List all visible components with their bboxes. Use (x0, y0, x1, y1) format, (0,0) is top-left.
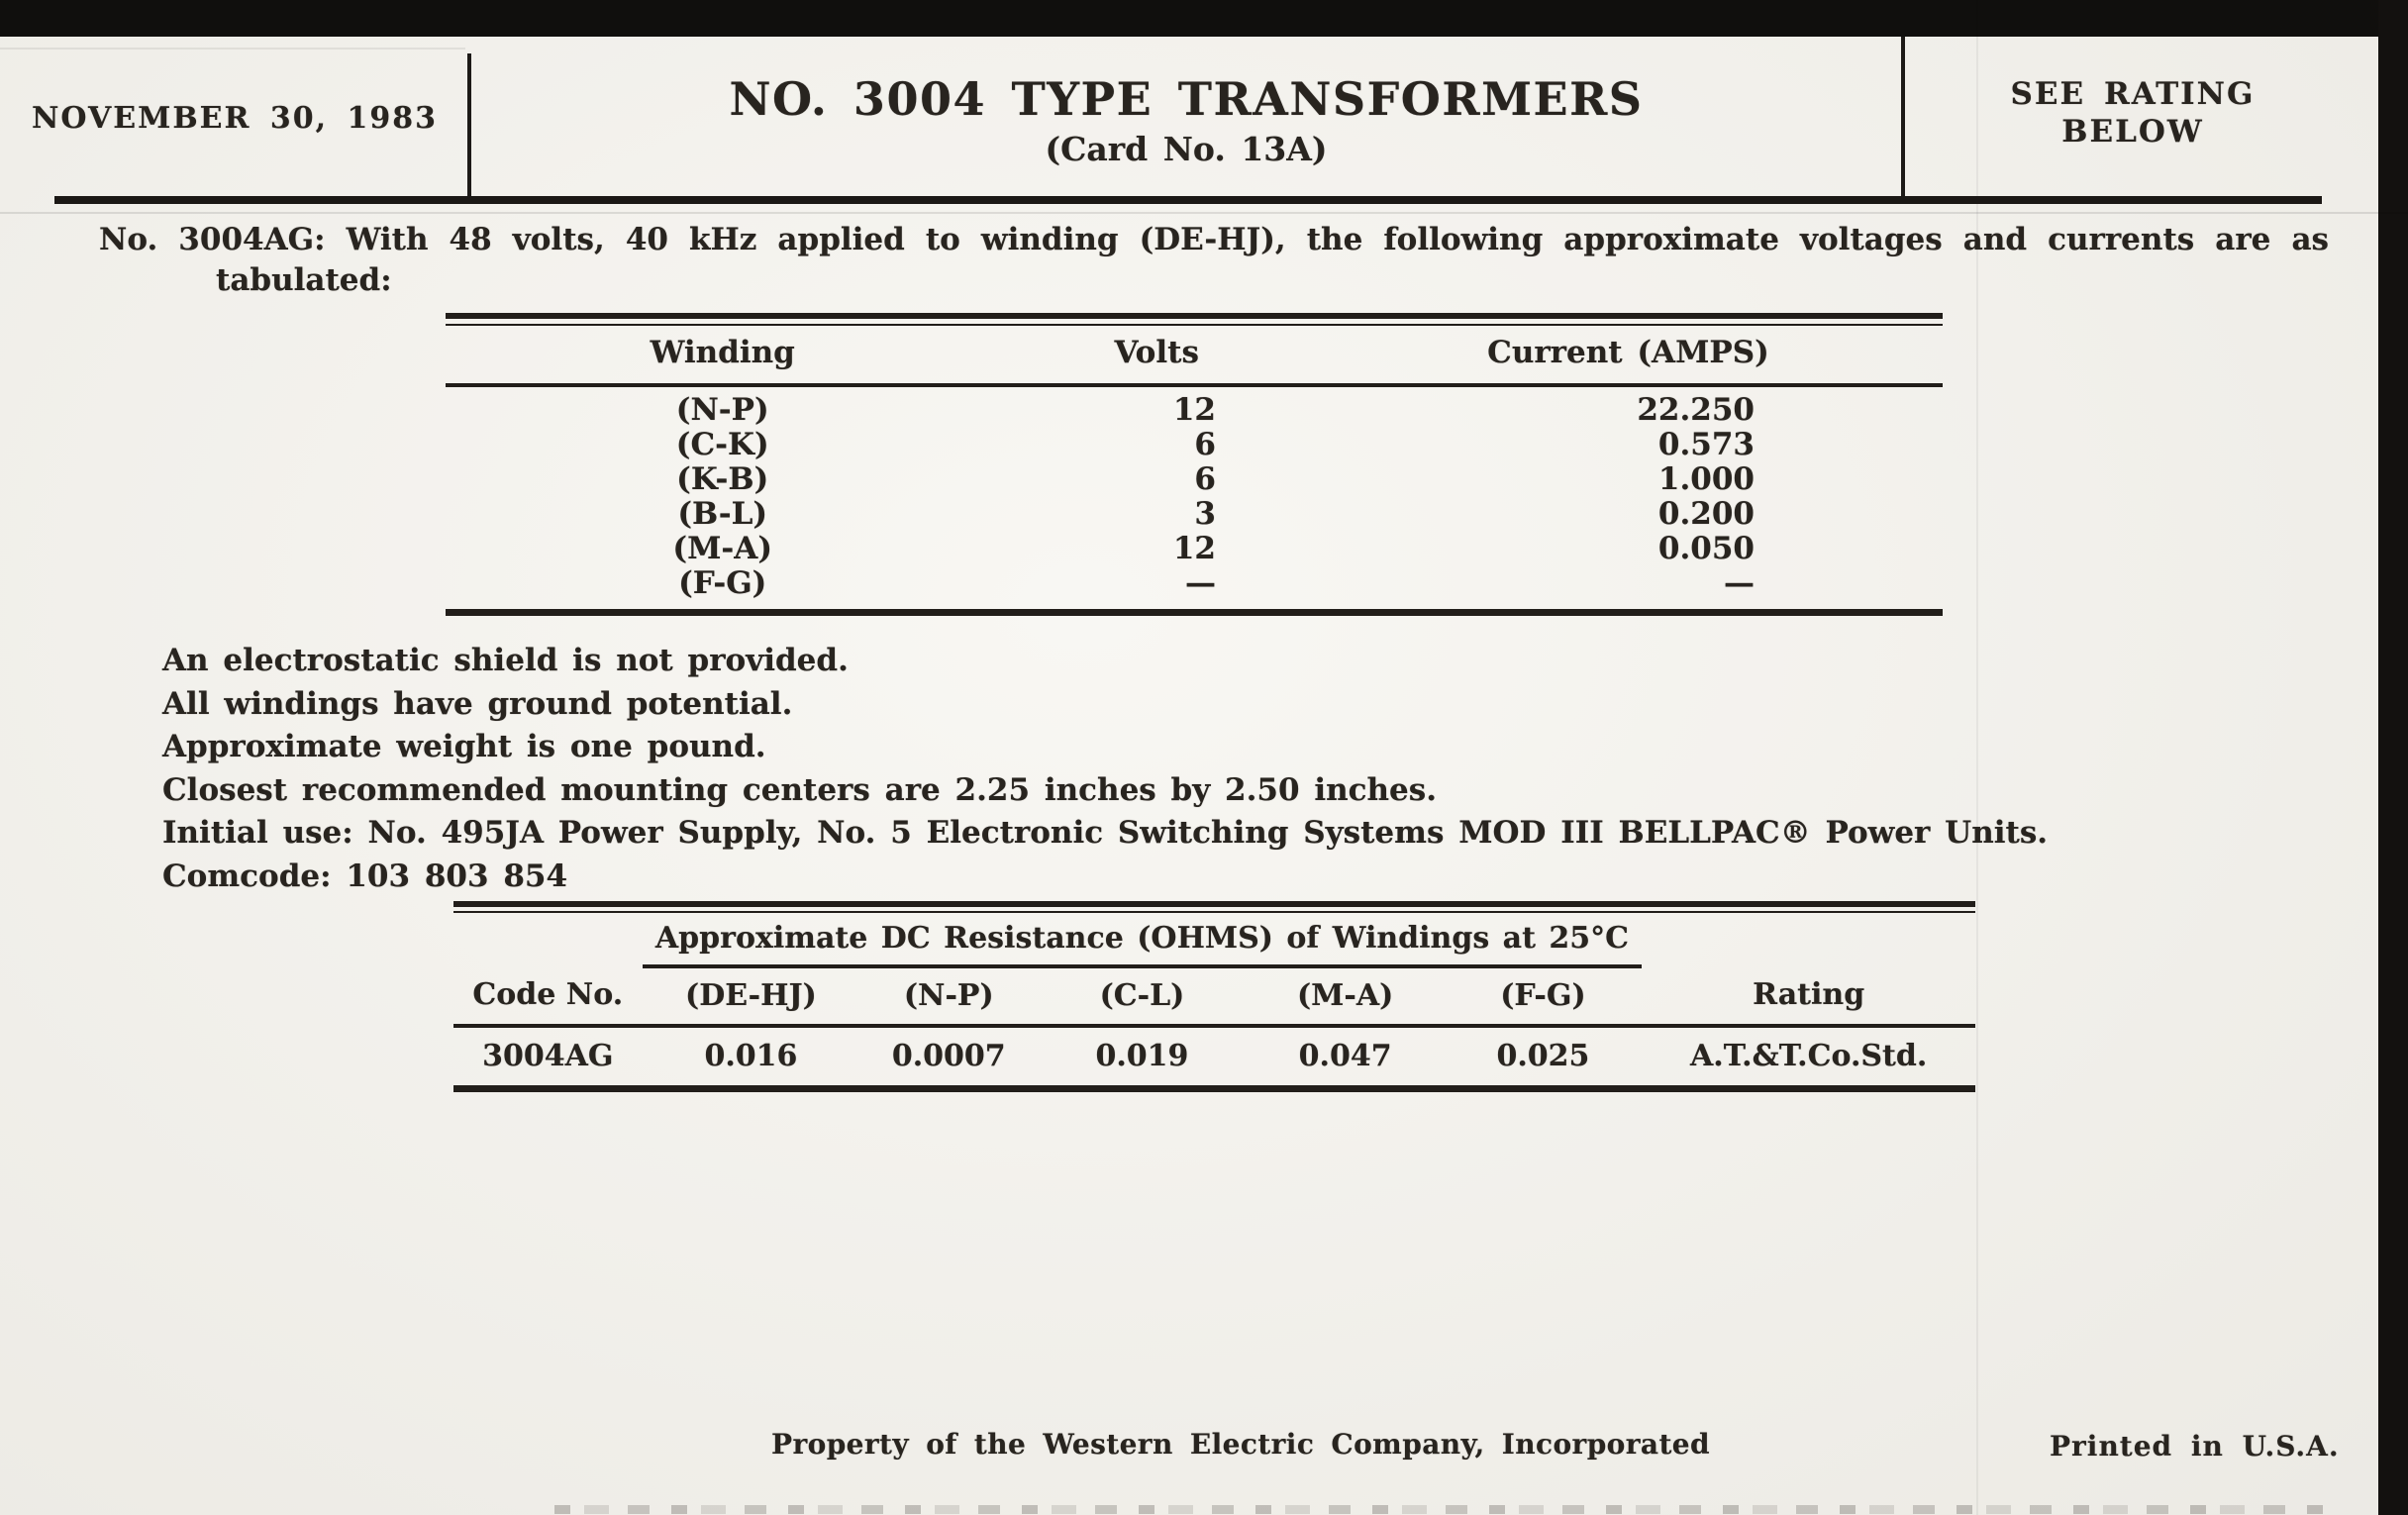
table-rule (446, 609, 1943, 616)
f-g-cell: 0.025 (1496, 1039, 1590, 1073)
col-header-code: Code No. (453, 966, 643, 1026)
card-subtitle: (Card No. 13A) (1045, 130, 1328, 168)
col-header-f-g: (F-G) (1445, 966, 1643, 1026)
code-cell: 3004AG (482, 1039, 614, 1073)
rating-note-line2: BELOW (2061, 114, 2204, 150)
spacer-cell (453, 913, 643, 966)
volts-cell: 6 (1194, 427, 1216, 462)
col-header-rating: Rating (1642, 966, 1975, 1026)
rating-note-line1: SEE RATING (2010, 76, 2256, 112)
rating-cell: A.T.&T.Co.Std. (1689, 1039, 1928, 1073)
col-header-volts: Volts (1114, 335, 1199, 370)
winding-cell: (M-A) (672, 531, 772, 566)
notes-block (162, 640, 2048, 898)
de-hj-cell: 0.016 (704, 1039, 798, 1073)
voltage-table-row (446, 428, 1943, 462)
voltage-table-row (446, 497, 1943, 532)
scan-streak (0, 48, 465, 50)
scan-edge-top (0, 0, 2408, 37)
printed-in-usa: Printed in U.S.A. (2050, 1430, 2340, 1463)
rating-note (1905, 75, 2360, 151)
header-bottom-rule (54, 196, 2322, 204)
header-rule-echo (0, 212, 2408, 214)
volts-cell: 6 (1194, 461, 1216, 497)
winding-cell: (N-P) (675, 392, 769, 428)
col-header-winding: Winding (650, 335, 795, 370)
property-notice: Property of the Western Electric Company, Incorporated (771, 1428, 1710, 1461)
voltage-table-header-row (446, 326, 1943, 383)
scan-edge-right (2378, 0, 2408, 1515)
note-line: An electrostatic shield is not provided. (162, 643, 849, 678)
scan-artifact-bottom (554, 1505, 2337, 1514)
current-cell: 0.573 (1657, 427, 1755, 462)
intro-paragraph-line2: tabulated: (216, 262, 392, 298)
voltage-table-row (446, 566, 1943, 609)
col-header-m-a: (M-A) (1247, 966, 1445, 1026)
volts-cell: 12 (1172, 392, 1216, 428)
c-l-cell: 0.019 (1095, 1039, 1189, 1073)
winding-cell: (C-K) (675, 427, 769, 462)
resistance-span-header-row (453, 913, 1975, 966)
note-line: Initial use: No. 495JA Power Supply, No. 5 Electronic Switching Systems MOD III BELLPAC® Power Units. (162, 815, 2049, 851)
col-header-current: Current (AMPS) (1487, 335, 1769, 370)
winding-cell: (F-G) (678, 565, 767, 601)
current-cell: 0.200 (1657, 496, 1755, 532)
note-line: Approximate weight is one pound. (162, 729, 766, 764)
table-rule (453, 1085, 1975, 1092)
current-cell: 1.000 (1657, 461, 1755, 497)
winding-cell: (K-B) (676, 461, 769, 497)
voltage-table-row (446, 387, 1943, 428)
note-line: Comcode: 103 803 854 (162, 858, 568, 894)
col-header-n-p: (N-P) (859, 966, 1038, 1026)
voltage-current-table (446, 313, 1943, 616)
col-header-c-l: (C-L) (1038, 966, 1247, 1026)
resistance-table (453, 901, 1975, 1092)
voltage-table-row (446, 462, 1943, 497)
resistance-table-row (453, 1026, 1975, 1085)
resistance-span-header: Approximate DC Resistance (OHMS) of Windings at 25°C (643, 913, 1643, 966)
card-date: NOVEMBER 30, 1983 (31, 101, 439, 136)
card-title-block (471, 71, 1901, 172)
spacer-cell (1642, 913, 1975, 966)
voltage-table-row (446, 532, 1943, 566)
current-cell: 22.250 (1637, 392, 1755, 428)
volts-cell: 3 (1194, 496, 1216, 532)
card-title: NO. 3004 TYPE TRANSFORMERS (729, 72, 1644, 126)
resistance-table-header-row (453, 966, 1975, 1026)
note-line: All windings have ground potential. (162, 685, 793, 722)
volts-cell: 12 (1172, 531, 1216, 566)
col-header-de-hj: (DE-HJ) (643, 966, 860, 1026)
winding-cell: (B-L) (677, 496, 768, 532)
current-cell: 0.050 (1657, 531, 1755, 566)
note-line: Closest recommended mounting centers are 2.25 inches by 2.50 inches. (162, 771, 1438, 808)
n-p-cell: 0.0007 (891, 1039, 1006, 1073)
current-cell: — (1724, 565, 1755, 601)
m-a-cell: 0.047 (1298, 1039, 1392, 1073)
volts-cell: — (1184, 565, 1216, 601)
intro-paragraph-line1: No. 3004AG: With 48 volts, 40 kHz applied to winding (DE-HJ), the following approximate voltages and currents are as (99, 222, 2329, 257)
